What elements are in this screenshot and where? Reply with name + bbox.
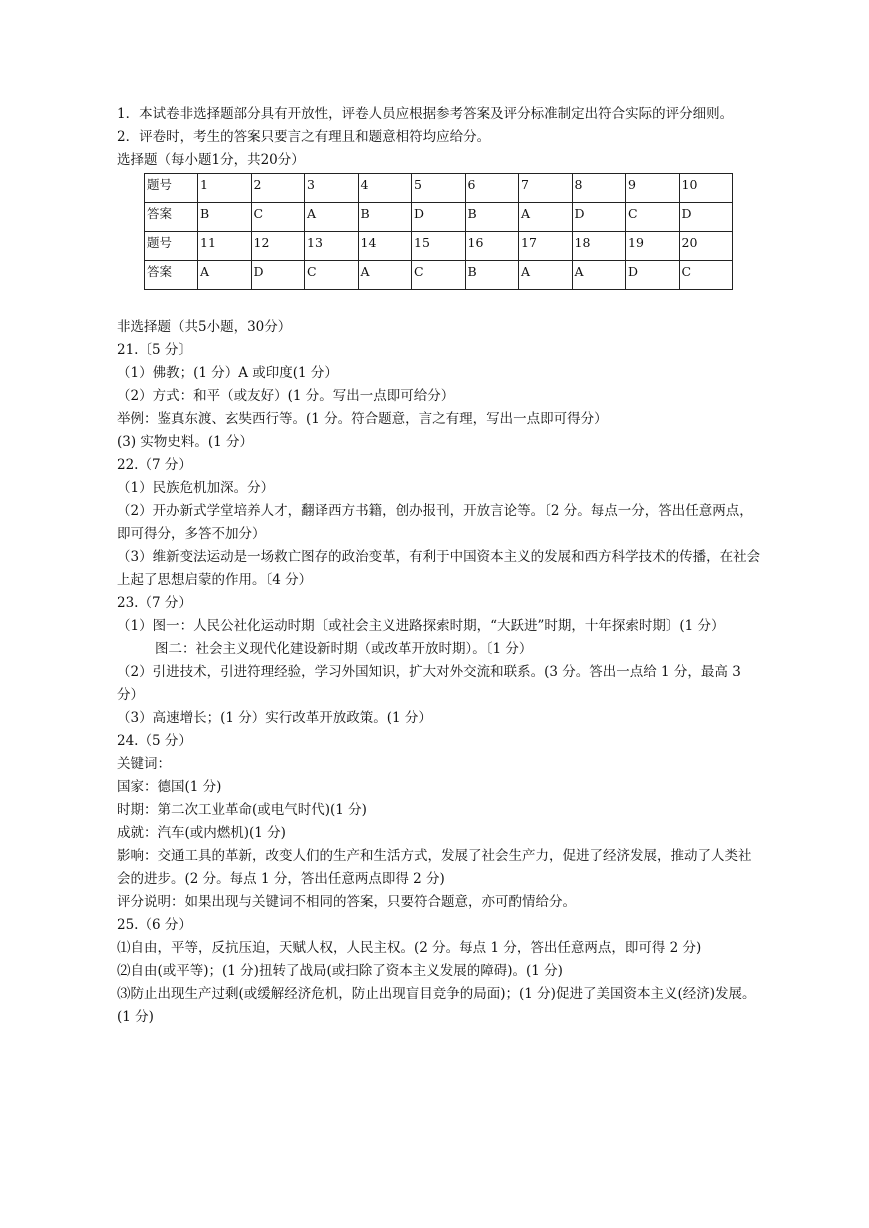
answer-line: ⑴自由，平等，反抗压迫，天赋人权，人民主权。(2 分。每点 1 分，答出任意两点，即可得 2 分) [117,940,702,956]
table-cell: 15 [412,232,466,261]
grading-notes [117,103,762,149]
row-label: 题号 [145,232,198,261]
document-body [117,103,762,1029]
row-label: 答案 [145,203,198,232]
table-cell: B [465,203,519,232]
table-cell: 4 [358,174,412,203]
answer-line: （1）佛教；(1 分）A 或印度(1 分） [117,365,338,381]
nonchoice-section-title: 非选择题（共5小题，30分） [117,319,292,335]
table-cell: D [251,261,305,290]
answer-line: 24.（5 分） [117,733,192,749]
answer-line: 国家：德国(1 分) [117,779,222,795]
answer-line: 成就：汽车(或内燃机)(1 分) [117,825,286,841]
table-cell: 19 [626,232,680,261]
answer-line: 关键词： [117,756,171,772]
table-cell: 11 [198,232,252,261]
table-cell: C [412,261,466,290]
answer-line: 时期：第二次工业革命(或电气时代)(1 分) [117,802,367,818]
note-line: 2．评卷时，考生的答案只要言之有理且和题意相符均应给分。 [117,129,491,145]
table-cell: A [519,203,573,232]
table-cell: 18 [572,232,626,261]
answer-line: ⑶防止出现生产过剩(或缓解经济危机，防止出现盲目竞争的局面)；(1 分)促进了美国资本主义(经济)发展。(1 分) [117,986,756,1025]
table-cell: 17 [519,232,573,261]
row-label: 题号 [145,174,198,203]
answer-line: 23.（7 分） [117,595,192,611]
table-cell: C [305,261,359,290]
table-cell: 13 [305,232,359,261]
answer-line: 影响：交通工具的革新，改变人们的生产和生活方式，发展了社会生产力，促进了经济发展，推动了人类社会的进步。(2 分。每点 1 分，答出任意两点即得 2 分) [117,848,752,887]
table-cell: 1 [198,174,252,203]
choice-section-title: 选择题（每小题1分，共20分） [117,152,305,168]
note-line: 1．本试卷非选择题部分具有开放性，评卷人员应根据参考答案及评分标准制定出符合实际的评分细则。 [117,106,734,122]
answer-line: (3) 实物史料。(1 分） [117,434,254,450]
table-row [145,174,733,203]
table-cell: 12 [251,232,305,261]
table-cell: 6 [465,174,519,203]
table-cell: B [198,203,252,232]
answer-line: （3）高速增长；(1 分）实行改革开放政策。(1 分） [117,710,432,726]
table-cell: A [305,203,359,232]
answer-line: （1）图一：人民公社化运动时期〔或社会主义进路探索时期，“大跃进”时期，十年探索时期〕(1 分） [117,618,725,634]
table-cell: 14 [358,232,412,261]
answer-line: 22.（7 分） [117,457,192,473]
nonchoice-answers [117,339,762,1029]
table-cell: B [465,261,519,290]
answer-table [144,173,733,290]
answer-line: 评分说明：如果出现与关键词不相同的答案，只要符合题意，亦可酌情给分。 [117,894,576,910]
table-cell: 7 [519,174,573,203]
table-cell: C [626,203,680,232]
table-cell: 3 [305,174,359,203]
table-cell: D [626,261,680,290]
answer-line: 图二：社会主义现代化建设新时期（或改革开放时期）。〔1 分） [155,641,533,657]
answer-line: （1）民族危机加深。分） [117,480,275,496]
table-cell: 8 [572,174,626,203]
table-cell: D [412,203,466,232]
answer-line: （2）方式：和平（或友好）(1 分。写出一点即可给分） [117,388,455,404]
answer-line: （2）引进技术，引进符理经验，学习外国知识，扩大对外交流和联系。(3 分。答出一点给 1 分，最高 3 分） [117,664,741,703]
table-cell: C [251,203,305,232]
table-cell: A [358,261,412,290]
table-cell: 2 [251,174,305,203]
answer-line: ⑵自由(或平等)；(1 分)扭转了战局(或扫除了资本主义发展的障碍)。(1 分) [117,963,563,979]
table-row [145,203,733,232]
table-row [145,232,733,261]
table-row [145,261,733,290]
answer-line: 举例：鉴真东渡、玄奘西行等。(1 分。符合题意，言之有理，写出一点即可得分） [117,411,608,427]
table-cell: 10 [679,174,733,203]
answer-line: （2）开办新式学堂培养人才，翻译西方书籍，创办报刊，开放言论等。〔2 分。每点一分，答出任意两点，即可得分，多答不加分） [117,503,753,542]
table-cell: C [679,261,733,290]
table-cell: 9 [626,174,680,203]
table-cell: 5 [412,174,466,203]
table-cell: A [572,261,626,290]
answer-line: 25.（6 分） [117,917,192,933]
row-label: 答案 [145,261,198,290]
table-cell: D [679,203,733,232]
table-cell: A [198,261,252,290]
table-cell: 20 [679,232,733,261]
table-cell: 16 [465,232,519,261]
table-cell: B [358,203,412,232]
table-cell: A [519,261,573,290]
answer-line: 21.〔5 分〕 [117,342,192,358]
answer-line: （3）维新变法运动是一场救亡图存的政治变革，有利于中国资本主义的发展和西方科学技术的传播，在社会上起了思想启蒙的作用。〔4 分） [117,549,761,588]
table-cell: D [572,203,626,232]
